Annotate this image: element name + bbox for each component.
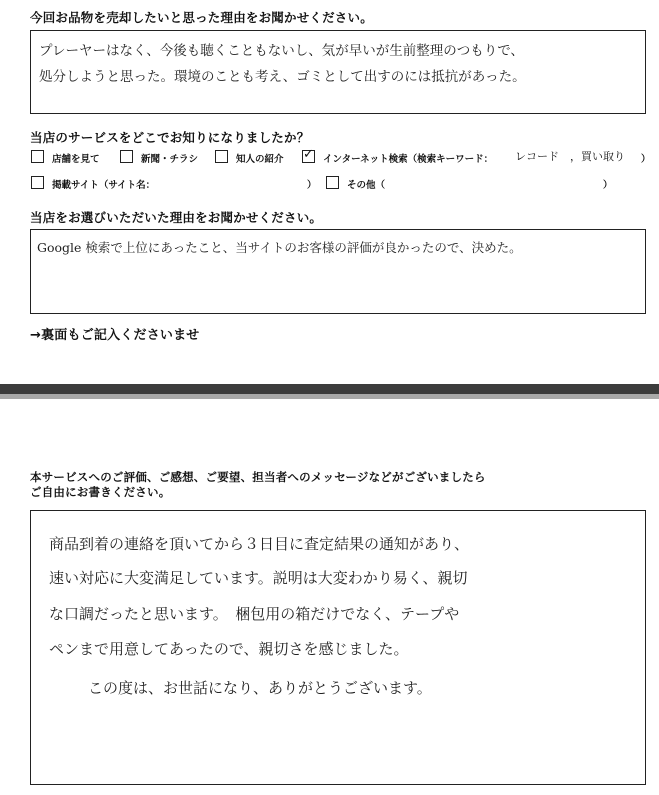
option-label-other: その他（ — [347, 180, 386, 191]
checkbox-listing-site[interactable] — [31, 176, 44, 189]
feedback-line-5: この度は、お世話になり、ありがとうございます。 — [73, 679, 432, 697]
answer-box-sale-reason[interactable] — [30, 30, 646, 114]
option-label-store: 店舗を見て — [52, 154, 100, 165]
why-chose-answer: Google 検索で上位にあったこと、当サイトのお客様の評価が良かったので、決めた。 — [37, 240, 522, 255]
option-label-newspaper: 新聞・チラシ — [141, 154, 199, 165]
check-mark-icon: ✓ — [303, 147, 314, 162]
question-sale-reason: 今回お品物を売却したいと思った理由をお聞かせください。 — [30, 10, 373, 25]
question-feedback-line-1: 本サービスへのご評価、ご感想、ご要望、担当者へのメッセージなどがございましたら — [30, 470, 486, 484]
question-feedback-line-2: ご自由にお書きください。 — [30, 485, 171, 499]
option-label-internet-search: インターネット検索（検索キーワード： — [323, 154, 494, 165]
checkbox-referral[interactable] — [215, 150, 228, 163]
paren-close-3: ） — [603, 180, 613, 191]
answer-box-why-chose[interactable] — [30, 229, 646, 314]
feedback-line-3: な口調だったと思います。 梱包用の箱だけでなく、テープや — [49, 605, 460, 623]
answer-line-2: 処分しようと思った。環境のことも考え、ゴミとして出すのには抵抗があった。 — [39, 69, 526, 85]
reverse-side-note: →裏面もご記入くださいませ — [30, 328, 200, 343]
option-label-listing-site: 掲載サイト（サイト名： — [52, 180, 156, 191]
question-how-found: 当店のサービスをどこでお知りになりましたか？ — [30, 130, 310, 145]
checkbox-internet-search[interactable] — [302, 147, 315, 163]
question-why-chose: 当店をお選びいただいた理由をお聞かせください。 — [30, 210, 323, 225]
page-edge-shadow — [0, 394, 659, 399]
answer-line-1: プレーヤーはなく、今後も聴くこともないし、気が早いが生前整理のつもりで、 — [39, 43, 524, 59]
option-label-referral: 知人の紹介 — [236, 154, 284, 165]
feedback-line-1: 商品到着の連絡を頂いてから３日目に査定結果の通知があり、 — [49, 535, 470, 553]
page-edge-divider — [0, 384, 659, 394]
answer-box-feedback[interactable] — [30, 510, 646, 785]
feedback-line-4: ペンまで用意してあったので、親切さを感じました。 — [49, 640, 409, 658]
checkbox-store[interactable] — [31, 150, 44, 163]
paren-close-1: ） — [641, 154, 651, 165]
search-keywords-value: レコード ，買い取り — [515, 150, 625, 163]
checkbox-newspaper[interactable] — [120, 150, 133, 163]
checkbox-other[interactable] — [326, 176, 339, 189]
paren-close-2: ） — [307, 180, 317, 191]
feedback-line-2: 速い対応に大変満足しています。説明は大変わかり易く、親切 — [49, 569, 468, 587]
